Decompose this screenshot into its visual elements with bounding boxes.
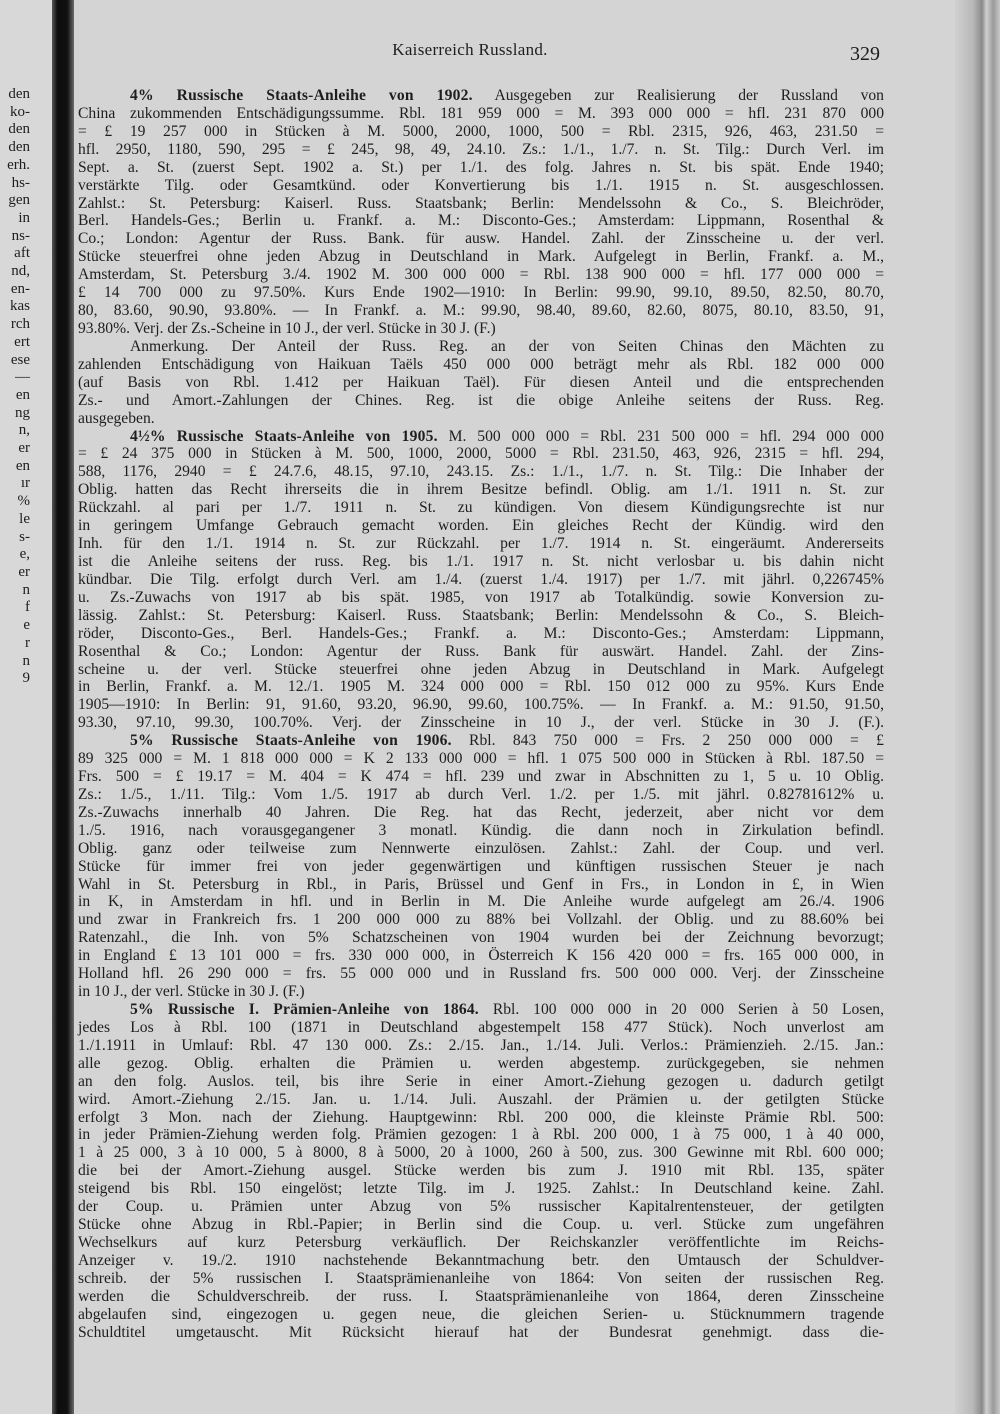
line-text: und zwar in Frankreich frs. 1 200 000 000 zu 88% bei Vollzahl. der Oblig. und zu 88.60% bei <box>78 911 884 929</box>
text-line <box>78 392 884 410</box>
text-line <box>78 965 884 983</box>
text-line <box>78 1198 884 1216</box>
line-text: lässig. Zahlst.: St. Petersburg: Kaiserl. Russ. Staatsbank; Berlin: Mendelssohn & Co., S. Bleich- <box>78 606 884 624</box>
text-line <box>78 445 884 463</box>
line-text: Rosenthal & Co.; London: Agentur der Russ. Bank für auswärt. Handel. Zahl. der Zins- <box>78 642 884 660</box>
margin-fragment: e, <box>19 546 30 563</box>
margin-fragment: f <box>25 599 30 616</box>
line-text: Stücke für immer frei von jeder gegenwärtigen und künftigen russischen Steuer je nach <box>78 857 884 875</box>
line-text: Oblig. ganz oder teilweise zum Nennwerte einzulösen. Zahlst.: Zahl. der Coup. und verl. <box>78 839 884 857</box>
margin-fragment: ko- <box>10 103 30 120</box>
book-gutter <box>52 0 74 1414</box>
line-text: Zs.: 1./5., 1./11. Tilg.: Vom 1./5. 1917 ab durch Verl. 1./2. per 1./5. mit jährl. 0.82781612% u. <box>78 785 884 803</box>
text-line <box>78 87 884 105</box>
line-text: Ratenzahl., die Inh. von 5% Schatzscheinen von 1904 wurden bei der Zeichnung bevorzugt; <box>78 929 884 947</box>
text-line <box>78 1324 884 1342</box>
text-line <box>78 804 884 822</box>
line-text: Inh. für den 1./1. 1914 n. St. zur Rückzahl. per 1./7. 1914 n. St. eingeräumt. Andererseits <box>78 535 884 553</box>
margin-fragment: nd, <box>11 263 30 280</box>
line-text: hfl. 2950, 1180, 590, 295 = £ 245, 98, 49, 24.10. Zs.: 1./1., 1./7. n. St. Tilg.: Durch Verl. im <box>78 140 884 158</box>
line-text: Rbl. 100 000 000 in 20 000 Serien à 50 Losen, <box>478 1001 884 1019</box>
margin-fragment: den <box>8 121 30 138</box>
line-text: China zukommenden Entschädigungssumme. Rbl. 181 959 000 = M. 393 000 000 = hfl. 231 870 000 <box>78 104 884 122</box>
line-text: Berl. Handels-Ges.; Berlin u. Frankf. a. M.: Disconto-Ges.; Amsterdam: Lippmann, Rosenthal & <box>78 212 884 230</box>
margin-fragment: aft <box>14 245 30 262</box>
line-text: £ 14 700 000 zu 97.50%. Kurs Ende 1902—1910: In Berlin: 99.90, 99.10, 89.50, 82.50, 80.70, <box>78 284 884 302</box>
section-heading: 4½% Russische Staats-Anleihe von 1905. <box>130 427 438 445</box>
text-line <box>78 607 884 625</box>
line-text: schreib. der 5% russischen I. Staatsprämienanleihe von 1864: Von seiten der russischen Reg. <box>78 1269 884 1287</box>
margin-fragment: le <box>19 510 30 527</box>
line-text: jedes Los à Rbl. 100 (1871 in Deutschland abgestempelt 158 477 Stück). Noch unverlost am <box>78 1018 884 1036</box>
line-text: 89 325 000 = M. 1 818 000 000 = K 2 133 000 000 = hfl. 1 075 500 000 in Stücken à Rbl. 187.50 = <box>78 750 884 768</box>
margin-fragment: ng <box>15 404 30 421</box>
margin-fragment: den <box>8 139 30 156</box>
text-line <box>78 1288 884 1306</box>
margin-fragment: kas <box>10 298 30 315</box>
text-line <box>78 1270 884 1288</box>
running-title: Kaiserreich Russland. <box>392 40 548 59</box>
margin-fragment: in <box>18 209 30 226</box>
text-line <box>78 1180 884 1198</box>
margin-fragment: — <box>15 369 30 386</box>
line-text: Amsterdam, St. Petersburg 3./4. 1902 M. 300 000 000 = Rbl. 138 900 000 = hfl. 177 000 000 = <box>78 266 884 284</box>
line-text: in England £ 13 101 000 = frs. 330 000 000, in Österreich K 156 420 000 = frs. 165 000 000, in <box>78 947 884 965</box>
margin-fragment: gen <box>8 192 30 209</box>
text-line <box>78 822 884 840</box>
line-text: Oblig. hatten das Recht ihrerseits die in ihrem Besitze befindl. Oblig. am 1./1. 1911 n. St. zur <box>78 481 884 499</box>
line-text: 588, 1176, 2940 = £ 24.7.6, 48.15, 97.10, 243.15. Zs.: 1./1., 1./7. n. St. Tilg.: Die Inhaber der <box>78 463 884 481</box>
line-text: röder, Disconto-Ges., Berl. Handels-Ges.; Frankf. a. M.: Disconto-Ges.; Amsterdam: Lippmann, <box>78 624 884 642</box>
line-text: 1./1.1911 in Umlauf: Rbl. 47 130 000. Zs.: 2./15. Jan., 1./14. Juli. Verlos.: Prämienzieh. 2./15. Jan.: <box>78 1036 884 1054</box>
text-line <box>78 589 884 607</box>
line-text: M. 500 000 000 = Rbl. 231 500 000 = hfl. 294 000 000 <box>437 427 884 445</box>
text-line <box>78 266 884 284</box>
margin-fragment: s- <box>19 528 30 545</box>
text-line <box>78 983 884 1001</box>
margin-fragment: ns- <box>11 227 30 244</box>
line-text: zahlenden Entschädigung von Haikuan Taëls 450 000 000 beträgt mehr als Rbl. 182 000 000 <box>78 355 884 373</box>
paragraph <box>78 338 884 428</box>
line-text: u. Zs.-Zuwachs von 1917 ab bis spät. 1985, von 1917 ab Totalkündig. sowie Konversion zu- <box>78 588 884 606</box>
margin-fragment: er <box>18 440 30 457</box>
margin-fragment: den <box>8 86 30 102</box>
line-text: Ausgegeben zur Realisierung der Russland von <box>472 87 884 104</box>
text-line <box>78 643 884 661</box>
paragraph <box>78 428 884 733</box>
text-line <box>78 661 884 679</box>
text-line <box>78 1216 884 1234</box>
text-line <box>78 499 884 517</box>
line-text: Stücke ohne Abzug in Rbl.-Papier; in Berlin sind die Coup. u. verl. Stücke zum ungefähren <box>78 1216 884 1234</box>
line-text: die bei der Amort.-Ziehung ausgel. Stücke werden bis zum J. 1910 mit Rbl. 135, später <box>78 1162 884 1180</box>
text-line <box>78 1109 884 1127</box>
page-number: 329 <box>850 43 880 65</box>
text-line <box>78 1091 884 1109</box>
page-edge <box>955 0 1000 1414</box>
line-text: 80, 83.60, 90.90, 93.80%. — In Frankf. a. M.: 99.90, 98.40, 89.60, 82.60, 8075, 80.10, 83.50, 91, <box>78 302 884 320</box>
text-line <box>78 571 884 589</box>
section-heading: 5% Russische I. Prämien-Anleihe von 1864. <box>130 1001 479 1019</box>
line-text: Rbl. 843 750 000 = Frs. 2 250 000 000 = £ <box>451 732 884 750</box>
text-line <box>78 463 884 481</box>
line-text: 93.30, 97.10, 99.30, 100.70%. Verj. der Zinsscheine in 10 J., der verl. Stücke in 30 J. (F.). <box>78 714 884 732</box>
line-text: Wahl in St. Petersburg in Rbl., in Paris, Brüssel und Genf in Frs., in London in £, in Wien <box>78 875 884 893</box>
text-line <box>78 840 884 858</box>
text-line <box>78 517 884 535</box>
line-text: 1 à 25 000, 3 à 10 000, 5 à 8000, 8 à 5000, 20 à 1000, 260 à 500, zus. 300 Gewinne mit Rbl. 600 000; <box>78 1144 884 1162</box>
text-line <box>78 1055 884 1073</box>
text-line <box>78 320 884 338</box>
line-text: steigend bis Rbl. 150 eingelöst; letzte Tilg. im J. 1925. Zahlst.: In Deutschland keine. Zahl. <box>78 1180 884 1198</box>
text-line <box>78 947 884 965</box>
text-line <box>78 410 884 428</box>
line-text: Anzeiger v. 19./2. 1910 nachstehende Bekanntmachung betr. den Umtausch der Schuldver- <box>78 1251 884 1269</box>
paragraph <box>78 87 884 338</box>
line-text: in K, in Amsterdam in hfl. und in Berlin in M. Die Anleihe wurde aufgelegt am 26./4. 1906 <box>78 893 884 911</box>
line-text: = £ 19 257 000 in Stücken à M. 5000, 2000, 1000, 500 = Rbl. 2315, 926, 463, 231.50 = <box>78 122 884 140</box>
line-text: wird. Amort.-Ziehung 2./15. Jan. u. 1./14. Juli. Auszahl. der Prämien u. der getilgten Stücke <box>78 1090 884 1108</box>
margin-fragment: n <box>22 581 30 598</box>
text-line <box>78 195 884 213</box>
line-text: Zahlst.: St. Petersburg: Kaiserl. Russ. Staatsbank; Berlin: Mendelssohn & Co., S. Bleichröder, <box>78 194 884 212</box>
margin-fragment: % <box>17 493 30 510</box>
margin-fragment: 9 <box>22 670 30 687</box>
text-line <box>78 1001 884 1019</box>
line-text: erfolgt 3 Mon. nach der Ziehung. Hauptgewinn: Rbl. 200 000, die kleinste Prämie Rbl. 500: <box>78 1108 884 1126</box>
margin-fragment: hs- <box>11 174 30 191</box>
margin-fragment: ır <box>20 475 30 492</box>
line-text: alle gezog. Oblig. erhalten die Prämien u. werden abgestemp. zurückgegeben, sie nehmen <box>78 1054 884 1072</box>
previous-page-edge <box>0 0 52 1414</box>
text-line <box>78 750 884 768</box>
margin-fragment: r <box>25 634 30 651</box>
line-text: Schuldtitel umgetauscht. Mit Rücksicht hierauf hat der Bundesrat genehmigt. dass die- <box>78 1323 884 1341</box>
line-text: (auf Basis von Rbl. 1.412 per Haikuan Taël). Für diesen Anteil und die entsprechenden <box>78 373 884 391</box>
text-line <box>78 141 884 159</box>
text-line <box>78 625 884 643</box>
line-text: ist die Anleihe seitens der russ. Reg. bis 1./1. 1917 n. St. nicht verlosbar u. bis dahin nicht <box>78 552 884 570</box>
line-text: Anmerkung. Der Anteil der Russ. Reg. an der von Seiten Chinas den Mächten zu <box>130 337 884 355</box>
margin-fragment: e <box>23 617 30 634</box>
text-line <box>78 481 884 499</box>
paragraph <box>78 732 884 1001</box>
text-line <box>78 105 884 123</box>
text-line <box>78 858 884 876</box>
line-text: in 10 J., der verl. Stücke in 30 J. (F.) <box>78 983 305 1001</box>
text-line <box>78 678 884 696</box>
margin-fragment: erh. <box>7 156 30 173</box>
text-line <box>78 1126 884 1144</box>
margin-fragment: rch <box>10 316 30 333</box>
margin-fragment: ert <box>14 333 30 350</box>
text-line <box>78 876 884 894</box>
text-line <box>78 786 884 804</box>
line-text: ausgegeben. <box>78 409 155 427</box>
text-line <box>78 1019 884 1037</box>
text-line <box>78 1162 884 1180</box>
text-line <box>78 768 884 786</box>
line-text: Sept. a. St. (zuerst Sept. 1902 a. St.) per 1./1. des folg. Jahres n. St. bis spät. Ende 1940; <box>78 158 884 176</box>
text-line <box>78 911 884 929</box>
text-line <box>78 302 884 320</box>
text-line <box>78 696 884 714</box>
text-line <box>78 929 884 947</box>
text-line <box>78 374 884 392</box>
margin-fragment: n <box>22 652 30 669</box>
text-line <box>78 284 884 302</box>
line-text: Holland hfl. 26 290 000 = frs. 55 000 000 und in Russland frs. 500 000 000. Verj. der Zinsscheine <box>78 965 884 983</box>
text-line <box>78 1073 884 1091</box>
margin-fragment: en <box>15 457 30 474</box>
text-line <box>78 1144 884 1162</box>
line-text: in Berlin, Frankf. a. M. 12./1. 1905 M. 324 000 000 = Rbl. 150 012 000 zu 95%. Kurs Ende <box>78 678 884 696</box>
line-text: = £ 24 375 000 in Stücken à M. 500, 1000, 2000, 5000 = Rbl. 231.50, 463, 926, 2315 = hfl. 294, <box>78 445 884 463</box>
line-text: an den folg. Auslos. teil, bis ihre Serie in einer Amort.-Ziehung gezogen u. dadurch getilgt <box>78 1072 884 1090</box>
text-line <box>78 356 884 374</box>
line-text: Zs.- und Amort.-Zahlungen der Chines. Reg. ist die obige Anleihe seitens der Russ. Reg. <box>78 391 884 409</box>
text-line <box>78 714 884 732</box>
line-text: in geringem Umfange Gebrauch gemacht worden. Ein gleiches Recht der Kündig. wird den <box>78 517 884 535</box>
line-text: der Coup. u. Prämien unter Abzug von 5% russischer Kapitalrentensteuer, der getilgten <box>78 1198 884 1216</box>
text-line <box>78 159 884 177</box>
line-text: 93.80%. Verj. der Zs.-Scheine in 10 J., der verl. Stücke in 30 J. (F.) <box>78 319 496 337</box>
text-line <box>78 338 884 356</box>
section-heading: 5% Russische Staats-Anleihe von 1906. <box>130 732 452 750</box>
margin-fragment: en <box>15 386 30 403</box>
text-line <box>78 177 884 195</box>
line-text: 1./5. 1916, nach vorausgegangener 3 monatl. Kündig. die dann noch in Zirkulation befindl. <box>78 821 884 839</box>
margin-fragment: er <box>18 563 30 580</box>
line-text: werden die Schuldverschreib. der russ. I. Staatsprämienanleihe von 1864, deren Zinsscheine <box>78 1287 884 1305</box>
line-text: verstärkte Tilg. oder Gesamtkünd. oder Konvertierung bis 1./1. 1915 n. St. ausgeschlossen. <box>78 176 884 194</box>
line-text: in jeder Prämien-Ziehung werden folg. Prämien gezogen: 1 à Rbl. 200 000, 1 à 75 000, 1 à 40 000, <box>78 1126 884 1144</box>
margin-fragment: ese <box>10 351 30 368</box>
line-text: 1905—1910: In Berlin: 91, 91.60, 93.20, 96.90, 99.60, 100.75%. — In Frankf. a. M.: 91.50, 91.50, <box>78 696 884 714</box>
line-text: abgelaufen sind, eingezogen u. gegen neue, die gleichen Serien- u. Stücknummern tragende <box>78 1305 884 1323</box>
margin-fragment: n, <box>18 422 30 439</box>
text-line <box>78 248 884 266</box>
line-text: Frs. 500 = £ 19.17 = M. 404 = K 474 = hfl. 239 und zwar in Abschnitten zu 1, 5 u. 10 Oblig. <box>78 768 884 786</box>
line-text: Zs.-Zuwachs innerhalb 40 Jahren. Die Reg. hat das Recht, jederzeit, aber nicht vor dem <box>78 803 884 821</box>
margin-fragment: en- <box>10 280 30 297</box>
text-line <box>78 1037 884 1055</box>
text-line <box>78 535 884 553</box>
text-line <box>78 893 884 911</box>
line-text: Co.; London: Agentur der Russ. Bank. für ausw. Handel. Zahl. der Zinsscheine u. der verl. <box>78 230 884 248</box>
text-line <box>78 1252 884 1270</box>
previous-page-text-fragments <box>0 86 30 688</box>
text-line <box>78 732 884 750</box>
text-line <box>78 428 884 446</box>
line-text: Stücke steuerfrei ohne jeden Abzug in Deutschland in Mark. Aufgelegt in Berlin, Frankf. a. M., <box>78 248 884 266</box>
body-text <box>78 87 884 1342</box>
text-line <box>78 123 884 141</box>
text-line <box>78 212 884 230</box>
text-line <box>78 553 884 571</box>
line-text: kündbar. Die Tilg. erfolgt durch Verl. am 1./4. (zuerst 1./4. 1917) per 1./7. mit jährl. 0,226745% <box>78 570 884 588</box>
text-line <box>78 1306 884 1324</box>
paragraph <box>78 1001 884 1342</box>
text-line <box>78 1234 884 1252</box>
text-line <box>78 230 884 248</box>
line-text: Rückzahl. al pari per 1./7. 1911 n. St. zu kündigen. Von diesem Kündigungsrechte ist nur <box>78 499 884 517</box>
line-text: scheine u. der verl. Stücke steuerfrei ohne jeden Abzug in Deutschland in Mark. Aufgelegt <box>78 660 884 678</box>
section-heading: 4% Russische Staats-Anleihe von 1902. <box>130 87 473 104</box>
line-text: Wechselkurs auf kurz Petersburg verkäuflich. Der Reichskanzler veröffentlichte im Reichs- <box>78 1234 884 1251</box>
